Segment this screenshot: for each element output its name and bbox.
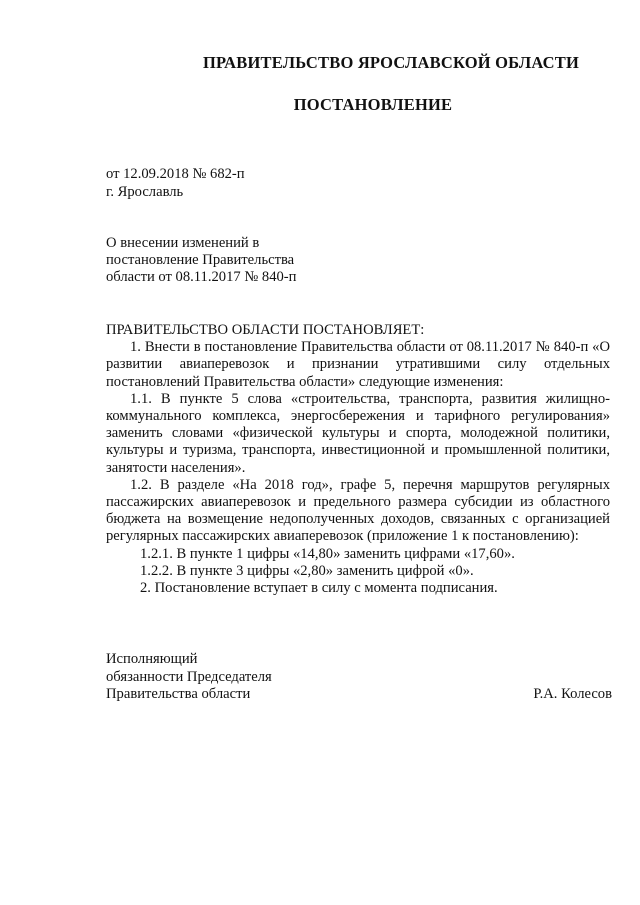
paragraph-1-2-2: 1.2.2. В пункте 3 цифры «2,80» заменить цифрой «0». [140, 562, 474, 579]
subject-line-3: области от 08.11.2017 № 840-п [106, 269, 297, 285]
document-body [106, 322, 610, 597]
paragraph-1-2: 1.2. В разделе «На 2018 год», графе 5, перечня маршрутов регулярных пассажирских авиаперевозок и предельного размера субсидии из областного бюджета на возмещение недополученных доходов, связанных с организацией регулярных пассажирских авиаперевозок (приложение 1 к постановлению): [106, 476, 610, 545]
paragraph-1: 1. Внести в постановление Правительства области от 08.11.2017 № 840-п «О развитии авиаперевозок и признании утратившими силу отдельных постановлений Правительства области» следующие изменения: [106, 339, 610, 390]
signature-line-2: обязанности Председателя [106, 668, 272, 685]
signature-line-3: Правительства области [106, 686, 251, 702]
document-type-title: ПОСТАНОВЛЕНИЕ [293, 95, 453, 114]
subject-line-1: О внесении изменений в [106, 235, 260, 251]
government-title: ПРАВИТЕЛЬСТВО ЯРОСЛАВСКОЙ ОБЛАСТИ [202, 53, 580, 72]
preamble: ПРАВИТЕЛЬСТВО ОБЛАСТИ ПОСТАНОВЛЯЕТ: [106, 322, 425, 338]
city: г. Ярославль [106, 184, 184, 200]
paragraph-2: 2. Постановление вступает в силу с момента подписания. [140, 580, 498, 597]
paragraph-1-2-1: 1.2.1. В пункте 1 цифры «14,80» заменить цифрами «17,60». [140, 545, 515, 562]
date-number: от 12.09.2018 № 682-п [106, 166, 245, 182]
document-subject [106, 235, 296, 286]
subject-line-2: постановление Правительства [106, 252, 295, 268]
paragraph-1-1: 1.1. В пункте 5 слова «строительства, транспорта, развития жилищно-коммунального комплекса, энергосбережения и тарифного регулирования» заменить словами «физической культуры и спорта, молодежной политики, культуры и туризма, транспорта, инвестиционной и промышленной политики, занятости населения». [106, 390, 610, 476]
signature-block [106, 651, 272, 704]
signer-name: Р.А. Колесов [533, 686, 612, 702]
signature-line-1: Исполняющий [106, 651, 198, 667]
